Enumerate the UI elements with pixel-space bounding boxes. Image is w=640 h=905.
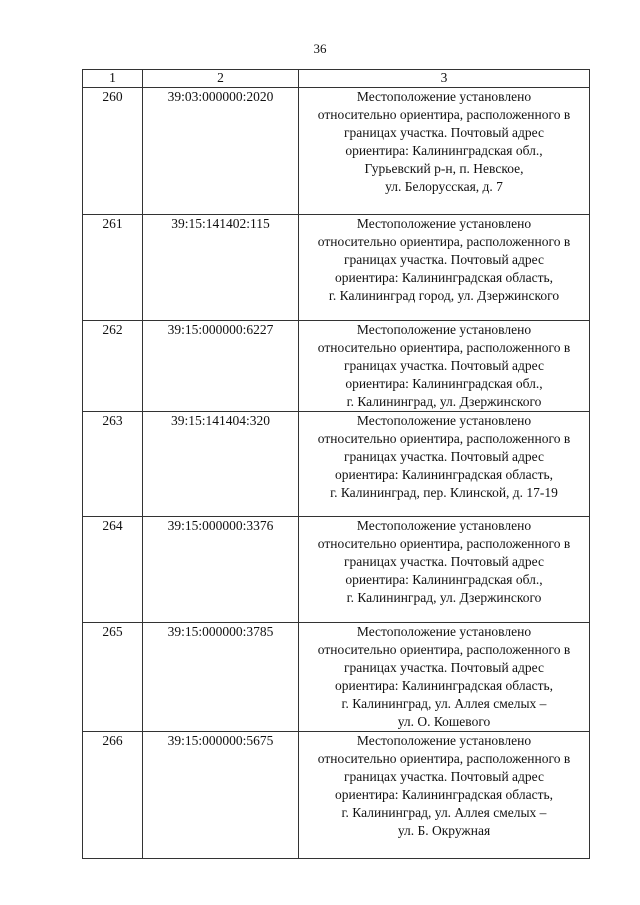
table-row xyxy=(83,88,590,215)
location-line: Местоположение установлено xyxy=(356,89,532,104)
table-row xyxy=(83,215,590,321)
row-number: 260 xyxy=(83,88,143,215)
location-description xyxy=(299,215,590,321)
cadastral-number: 39:15:000000:5675 xyxy=(143,732,299,859)
cadastral-number: 39:15:000000:3785 xyxy=(143,623,299,732)
table-row xyxy=(83,412,590,517)
location-description xyxy=(299,623,590,732)
location-line: Местоположение установлено xyxy=(356,733,532,748)
location-line: ориентира: Калининградская область, xyxy=(334,467,553,482)
location-line: г. Калининград город, ул. Дзержинского xyxy=(328,288,560,303)
location-description xyxy=(299,321,590,412)
location-line: границах участка. Почтовый адрес xyxy=(344,769,544,784)
row-number: 263 xyxy=(83,412,143,517)
row-number: 261 xyxy=(83,215,143,321)
location-line: г. Калининград, ул. Аллея смелых – xyxy=(341,805,547,820)
table-row xyxy=(83,517,590,623)
location-line: относительно ориентира, расположенного в xyxy=(317,234,571,249)
table-header-row xyxy=(83,70,590,88)
location-line: относительно ориентира, расположенного в xyxy=(317,107,571,122)
location-line: относительно ориентира, расположенного в xyxy=(317,431,571,446)
location-description xyxy=(299,88,590,215)
location-line: относительно ориентира, расположенного в xyxy=(317,751,571,766)
cadastral-number: 39:15:000000:3376 xyxy=(143,517,299,623)
location-line: Гурьевский р-н, п. Невское, xyxy=(364,161,524,176)
location-description xyxy=(299,517,590,623)
row-number: 262 xyxy=(83,321,143,412)
location-line: границах участка. Почтовый адрес xyxy=(344,358,544,373)
column-header-location: 3 xyxy=(299,70,590,88)
cadastral-number: 39:15:000000:6227 xyxy=(143,321,299,412)
location-line: г. Калининград, пер. Клинской, д. 17-19 xyxy=(330,485,558,500)
location-line: Местоположение установлено xyxy=(356,216,532,231)
location-line: г. Калининград, ул. Аллея смелых – xyxy=(341,696,547,711)
page-number: 36 xyxy=(313,41,327,56)
location-line: ориентира: Калининградская область, xyxy=(334,787,553,802)
cadastral-number: 39:15:141404:320 xyxy=(143,412,299,517)
location-line: границах участка. Почтовый адрес xyxy=(344,125,544,140)
column-header-cadastral: 2 xyxy=(143,70,299,88)
location-line: ориентира: Калининградская область, xyxy=(334,270,553,285)
land-plot-table xyxy=(82,69,590,859)
location-line: ул. Б. Окружная xyxy=(397,823,491,838)
location-line: ориентира: Калининградская область, xyxy=(334,678,553,693)
location-line: Местоположение установлено xyxy=(356,413,532,428)
location-line: ориентира: Калининградская обл., xyxy=(345,143,543,158)
location-line: относительно ориентира, расположенного в xyxy=(317,340,571,355)
row-number: 264 xyxy=(83,517,143,623)
location-line: г. Калининград, ул. Дзержинского xyxy=(346,394,542,409)
cadastral-number: 39:15:141402:115 xyxy=(143,215,299,321)
location-line: относительно ориентира, расположенного в xyxy=(317,536,571,551)
location-description xyxy=(299,412,590,517)
location-line: Местоположение установлено xyxy=(356,322,532,337)
location-line: границах участка. Почтовый адрес xyxy=(344,554,544,569)
location-description xyxy=(299,732,590,859)
column-header-number: 1 xyxy=(83,70,143,88)
location-line: ориентира: Калининградская обл., xyxy=(345,376,543,391)
row-number: 266 xyxy=(83,732,143,859)
table-row xyxy=(83,623,590,732)
location-line: ул. О. Кошевого xyxy=(397,714,491,729)
location-line: ориентира: Калининградская обл., xyxy=(345,572,543,587)
location-line: относительно ориентира, расположенного в xyxy=(317,642,571,657)
cadastral-number: 39:03:000000:2020 xyxy=(143,88,299,215)
table-row xyxy=(83,732,590,859)
location-line: границах участка. Почтовый адрес xyxy=(344,660,544,675)
location-line: границах участка. Почтовый адрес xyxy=(344,449,544,464)
table-row xyxy=(83,321,590,412)
location-line: Местоположение установлено xyxy=(356,518,532,533)
location-line: границах участка. Почтовый адрес xyxy=(344,252,544,267)
location-line: г. Калининград, ул. Дзержинского xyxy=(346,590,542,605)
location-line: Местоположение установлено xyxy=(356,624,532,639)
row-number: 265 xyxy=(83,623,143,732)
location-line: ул. Белорусская, д. 7 xyxy=(385,179,503,194)
